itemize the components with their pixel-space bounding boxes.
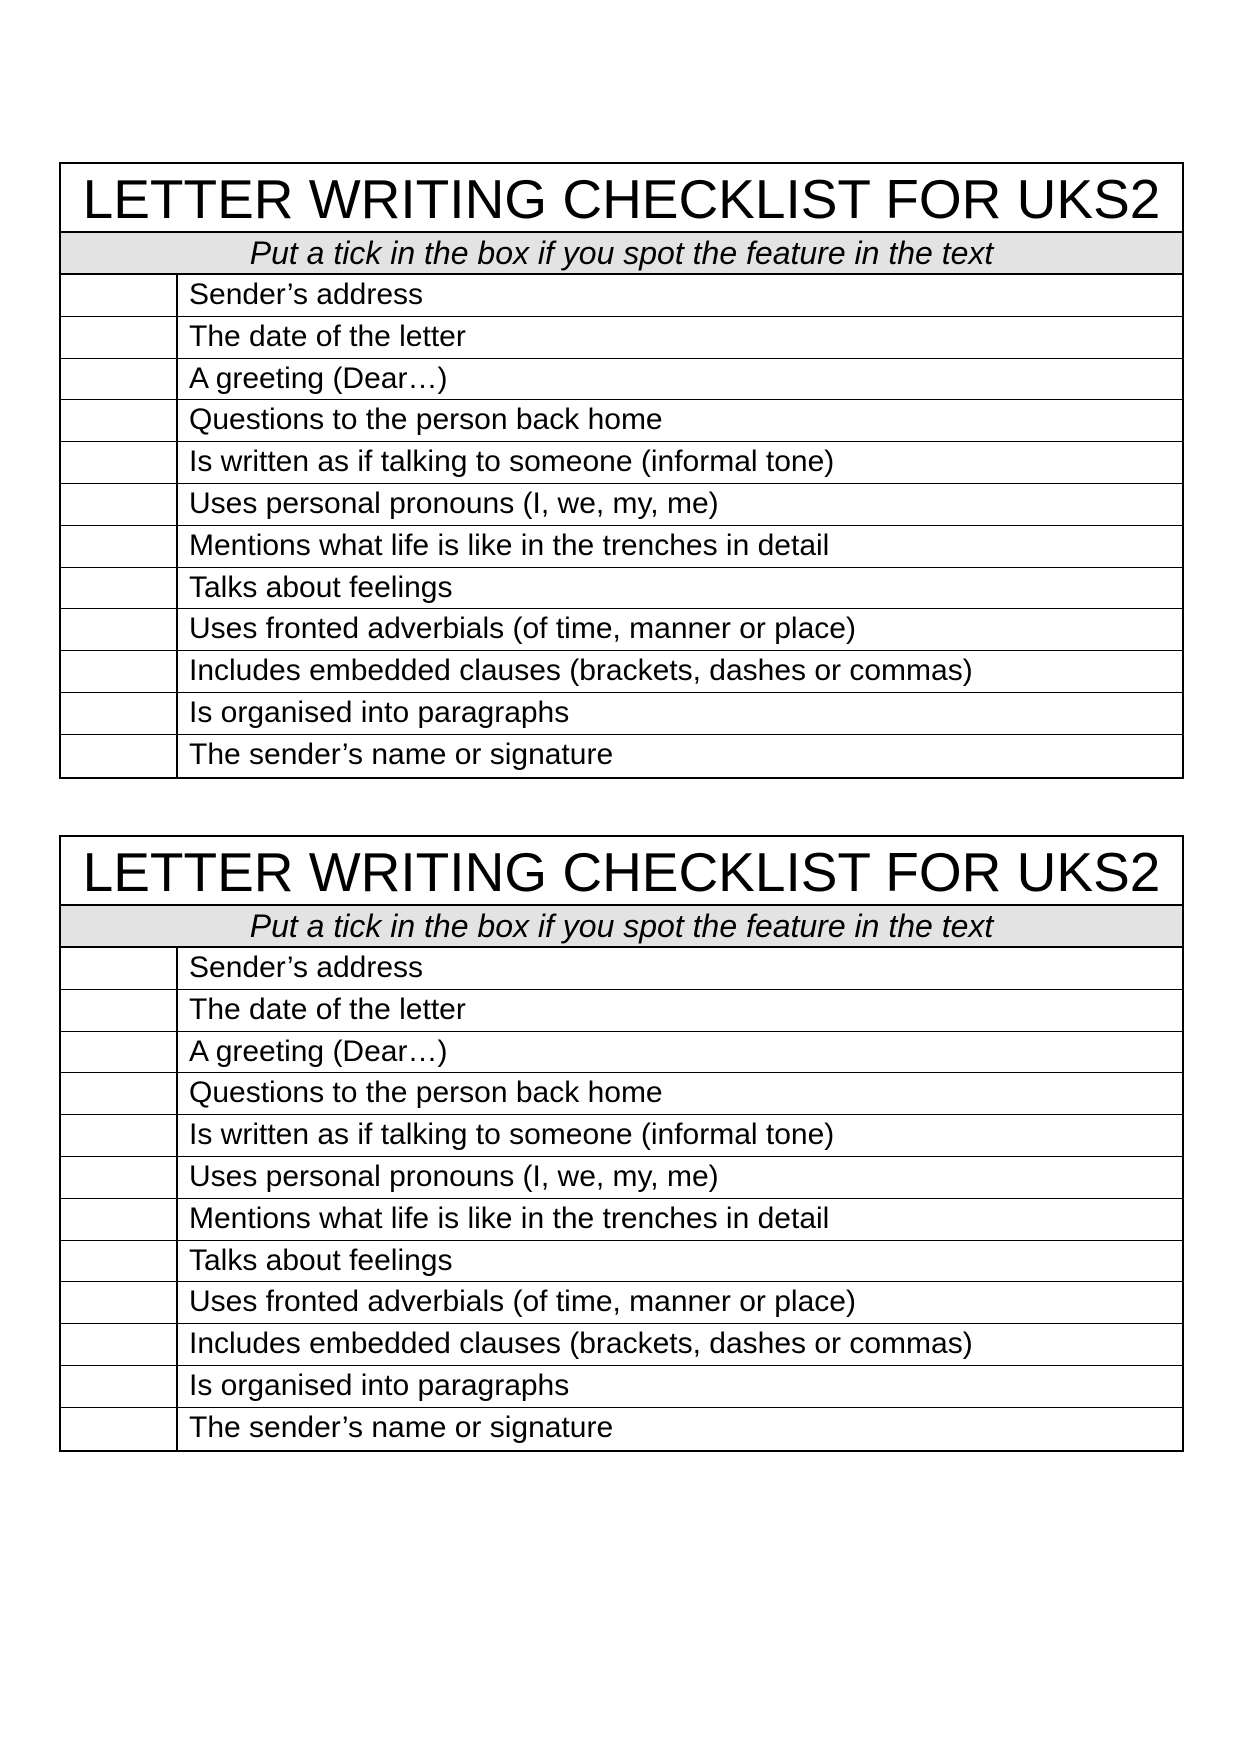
feature-label: Includes embedded clauses (brackets, dashes or commas) — [189, 1327, 973, 1361]
tick-box[interactable] — [61, 317, 178, 358]
feature-label: Uses fronted adverbials (of time, manner or place) — [189, 612, 856, 646]
checklist-row — [61, 1157, 1182, 1199]
checklist-row — [61, 1032, 1182, 1074]
tick-box[interactable] — [61, 484, 178, 525]
feature-label: The sender’s name or signature — [189, 737, 614, 771]
checklist-row — [61, 526, 1182, 568]
tick-box[interactable] — [61, 1282, 178, 1323]
tick-box[interactable] — [61, 442, 178, 483]
tick-box[interactable] — [61, 359, 178, 400]
tick-box[interactable] — [61, 400, 178, 441]
checklist-row — [61, 275, 1182, 317]
checklist-row — [61, 317, 1182, 359]
feature-label: Sender’s address — [189, 278, 424, 311]
tick-box[interactable] — [61, 1199, 178, 1240]
feature-label: Uses fronted adverbials (of time, manner or place) — [189, 1285, 856, 1319]
tick-box[interactable] — [61, 568, 178, 609]
feature-label: Questions to the person back home — [189, 1076, 663, 1110]
tick-box[interactable] — [61, 1324, 178, 1365]
checklist-row — [61, 1282, 1182, 1324]
tick-box[interactable] — [61, 1157, 178, 1198]
feature-label: Questions to the person back home — [189, 403, 663, 437]
feature-label: Includes embedded clauses (brackets, dashes or commas) — [189, 654, 973, 688]
checklist-row — [61, 693, 1182, 735]
feature-label: Mentions what life is like in the trenches in detail — [189, 1201, 830, 1235]
checklist-row — [61, 1199, 1182, 1241]
tick-box[interactable] — [61, 990, 178, 1031]
checklist-row — [61, 735, 1182, 777]
checklist-title: LETTER WRITING CHECKLIST FOR UKS2 — [61, 164, 1182, 233]
tick-box[interactable] — [61, 275, 178, 316]
checklist-title: LETTER WRITING CHECKLIST FOR UKS2 — [61, 837, 1182, 906]
feature-label: The date of the letter — [189, 992, 466, 1026]
tick-box[interactable] — [61, 1408, 178, 1450]
checklist-row — [61, 442, 1182, 484]
feature-label: Is written as if talking to someone (informal tone) — [189, 445, 835, 479]
tick-box[interactable] — [61, 651, 178, 692]
feature-label: A greeting (Dear…) — [189, 1034, 448, 1068]
tick-box[interactable] — [61, 609, 178, 650]
feature-label: Mentions what life is like in the trenches in detail — [189, 528, 830, 562]
checklist-row — [61, 1241, 1182, 1283]
checklist-row — [61, 1073, 1182, 1115]
feature-label: The sender’s name or signature — [189, 1410, 614, 1444]
checklist-row — [61, 651, 1182, 693]
checklist-row — [61, 359, 1182, 401]
checklist-row — [61, 400, 1182, 442]
checklist-row — [61, 484, 1182, 526]
checklist-table-2 — [59, 835, 1184, 1452]
tick-box[interactable] — [61, 1073, 178, 1114]
checklist-row — [61, 609, 1182, 651]
feature-label: Sender’s address — [189, 951, 424, 984]
feature-label: The date of the letter — [189, 319, 466, 353]
checklist-row — [61, 948, 1182, 990]
checklist-table-1 — [59, 162, 1184, 779]
feature-label: Uses personal pronouns (I, we, my, me) — [189, 1159, 719, 1193]
feature-label: Uses personal pronouns (I, we, my, me) — [189, 486, 719, 520]
checklist-instruction: Put a tick in the box if you spot the feature in the text — [61, 233, 1182, 275]
tick-box[interactable] — [61, 1032, 178, 1073]
feature-label: A greeting (Dear…) — [189, 361, 448, 395]
tick-box[interactable] — [61, 735, 178, 777]
checklist-row — [61, 1115, 1182, 1157]
checklist-row — [61, 1324, 1182, 1366]
feature-label: Is written as if talking to someone (informal tone) — [189, 1118, 835, 1152]
checklist-instruction: Put a tick in the box if you spot the feature in the text — [61, 906, 1182, 948]
tick-box[interactable] — [61, 1115, 178, 1156]
checklist-row — [61, 1408, 1182, 1450]
feature-label: Talks about feelings — [189, 570, 453, 604]
tick-box[interactable] — [61, 948, 178, 989]
checklist-row — [61, 1366, 1182, 1408]
checklist-row — [61, 568, 1182, 610]
feature-label: Is organised into paragraphs — [189, 1368, 570, 1402]
tick-box[interactable] — [61, 526, 178, 567]
feature-label: Is organised into paragraphs — [189, 695, 570, 729]
checklist-row — [61, 990, 1182, 1032]
tick-box[interactable] — [61, 693, 178, 734]
feature-label: Talks about feelings — [189, 1243, 453, 1277]
tick-box[interactable] — [61, 1241, 178, 1282]
tick-box[interactable] — [61, 1366, 178, 1407]
